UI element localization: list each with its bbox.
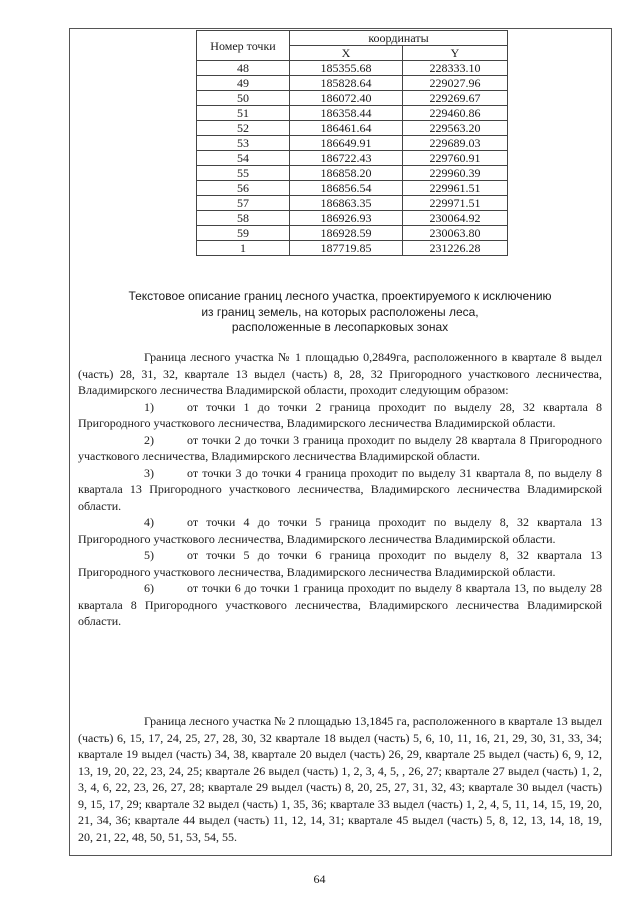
x-cell: 185355.68 <box>290 61 403 76</box>
list-item <box>78 580 602 630</box>
list-item-text: от точки 6 до точки 1 граница проходит по выделу 8 квартала 13, по выделу 28 квартала 8 Пригородного участкового лесничества, Владимирского лесничества Владимирской области. <box>78 581 602 628</box>
header-x: X <box>290 46 403 61</box>
point-number-cell: 52 <box>197 121 290 136</box>
x-cell: 186856.54 <box>290 181 403 196</box>
point-number-cell: 48 <box>197 61 290 76</box>
x-cell: 186863.35 <box>290 196 403 211</box>
x-cell: 186926.93 <box>290 211 403 226</box>
list-item <box>78 547 602 580</box>
point-number-cell: 51 <box>197 106 290 121</box>
table-row <box>197 241 508 256</box>
y-cell: 230064.92 <box>403 211 508 226</box>
coordinates-table <box>196 30 508 256</box>
point-number-cell: 54 <box>197 151 290 166</box>
list-item <box>78 432 602 465</box>
point-number-cell: 58 <box>197 211 290 226</box>
table-row <box>197 226 508 241</box>
list-item-number: 3) <box>144 465 154 480</box>
table-row <box>197 61 508 76</box>
x-cell: 186461.64 <box>290 121 403 136</box>
table-row <box>197 196 508 211</box>
table-row <box>197 151 508 166</box>
list-item-text: от точки 5 до точки 6 граница проходит по выделу 8, 32 квартала 13 Пригородного участкового лесничества, Владимирского лесничества Владимирской области. <box>78 548 602 579</box>
section-title <box>100 289 580 336</box>
table-row <box>197 76 508 91</box>
list-item-text: от точки 4 до точки 5 граница проходит по выделу 8, 32 квартала 13 Пригородного участкового лесничества, Владимирского лесничества Владимирской области. <box>78 515 602 546</box>
point-number-cell: 50 <box>197 91 290 106</box>
section-2-text <box>78 713 602 845</box>
section-2-intro: Граница лесного участка № 2 площадью 13,1845 га, расположенного в квартале 13 выдел (часть) 6, 15, 17, 24, 25, 27, 28, 30, 32 квартале 18 выдел (часть) 5, 6, 10, 11, 16, 21, 29, 30, 31, 33, 34; квартале 19 выдел (часть) 34, 38, квартале 20 выдел (часть) 26, 29, квартале 25 выдел (часть) 6, 9, 12, 13, 19, 20, 22, 23, 24, 25; квартале 26 выдел (часть) 1, 2, 3, 4, 5, , 26, 27; квартале 27 выдел (часть) 1, 2, 3, 4, 6, 22, 23, 26, 27, 28; квартале 29 выдел (часть) 8, 20, 25, 27, 31, 32, 43; квартале 30 выдел (часть) 9, 15, 17, 29; квартале 32 выдел (часть) 1, 35, 36; квартале 33 выдел (часть) 1, 2, 4, 5, 11, 14, 15, 19, 20, 21, 34, 36; квартале 44 выдел (часть) 11, 12, 14, 31; квартале 45 выдел (часть) 5, 8, 12, 13, 14, 18, 19, 20, 21, 22, 48, 50, 51, 53, 54, 55. <box>78 714 602 844</box>
coordinates-table-body <box>197 61 508 256</box>
title-line-3: расположенные в лесопарковых зонах <box>231 320 449 334</box>
table-row <box>197 91 508 106</box>
y-cell: 229027.96 <box>403 76 508 91</box>
x-cell: 186358.44 <box>290 106 403 121</box>
list-item-number: 6) <box>144 581 154 595</box>
y-cell: 228333.10 <box>403 61 508 76</box>
table-row <box>197 121 508 136</box>
point-number-cell: 56 <box>197 181 290 196</box>
title-line-2: из границ земель, на которых расположены леса, <box>201 304 479 319</box>
list-item-text: от точки 1 до точки 2 граница проходит по выделу 28, 32 квартала 8 Пригородного участкового лесничества, Владимирского лесничества Владимирской области. <box>78 399 602 430</box>
x-cell: 186649.91 <box>290 136 403 151</box>
x-cell: 187719.85 <box>290 241 403 256</box>
x-cell: 186928.59 <box>290 226 403 241</box>
x-cell: 186722.43 <box>290 151 403 166</box>
y-cell: 229960.39 <box>403 166 508 181</box>
section-1-text <box>78 349 602 630</box>
y-cell: 229689.03 <box>403 136 508 151</box>
x-cell: 185828.64 <box>290 76 403 91</box>
point-number-cell: 57 <box>197 196 290 211</box>
y-cell: 229269.67 <box>403 91 508 106</box>
point-number-cell: 1 <box>197 241 290 256</box>
y-cell: 229460.86 <box>403 106 508 121</box>
list-item <box>78 399 602 432</box>
list-item-number: 1) <box>144 399 154 414</box>
table-row <box>197 136 508 151</box>
list-item-number: 4) <box>144 515 154 529</box>
y-cell: 231226.28 <box>403 241 508 256</box>
table-row <box>197 181 508 196</box>
table-row <box>197 106 508 121</box>
table-row <box>197 166 508 181</box>
y-cell: 230063.80 <box>403 226 508 241</box>
list-item <box>78 465 602 515</box>
point-number-cell: 53 <box>197 136 290 151</box>
point-number-cell: 49 <box>197 76 290 91</box>
y-cell: 229961.51 <box>403 181 508 196</box>
point-number-cell: 55 <box>197 166 290 181</box>
page-number: 64 <box>313 872 326 886</box>
x-cell: 186858.20 <box>290 166 403 181</box>
section-1-items <box>78 399 602 630</box>
list-item-number: 5) <box>144 548 154 562</box>
header-coordinates: координаты <box>290 31 508 46</box>
x-cell: 186072.40 <box>290 91 403 106</box>
table-row <box>197 211 508 226</box>
y-cell: 229760.91 <box>403 151 508 166</box>
y-cell: 229563.20 <box>403 121 508 136</box>
list-item-number: 2) <box>144 432 154 447</box>
list-item-text: от точки 3 до точки 4 граница проходит по выделу 31 квартала 8, по выделу 8 квартала 13 Пригородного участкового лесничества, Владимирского лесничества Владимирской области. <box>78 465 602 513</box>
section-1-intro: Граница лесного участка № 1 площадью 0,2849га, расположенного в квартале 8 выдел (часть) 28, 31, 32, квартале 13 выдел (часть) 8, 28, 32 Пригородного участкового лесничества, Владимирского лесничества Владимирской области, проходит следующим образом: <box>78 350 602 397</box>
header-point-number: Номер точки <box>197 31 290 61</box>
y-cell: 229971.51 <box>403 196 508 211</box>
header-y: Y <box>403 46 508 61</box>
list-item <box>78 514 602 547</box>
list-item-text: от точки 2 до точки 3 граница проходит по выделу 28 квартала 8 Пригородного участкового лесничества, Владимирского лесничества Владимирской области. <box>78 432 602 463</box>
title-line-1: Текстовое описание границ лесного участка, проектируемого к исключению <box>128 289 552 303</box>
point-number-cell: 59 <box>197 226 290 241</box>
